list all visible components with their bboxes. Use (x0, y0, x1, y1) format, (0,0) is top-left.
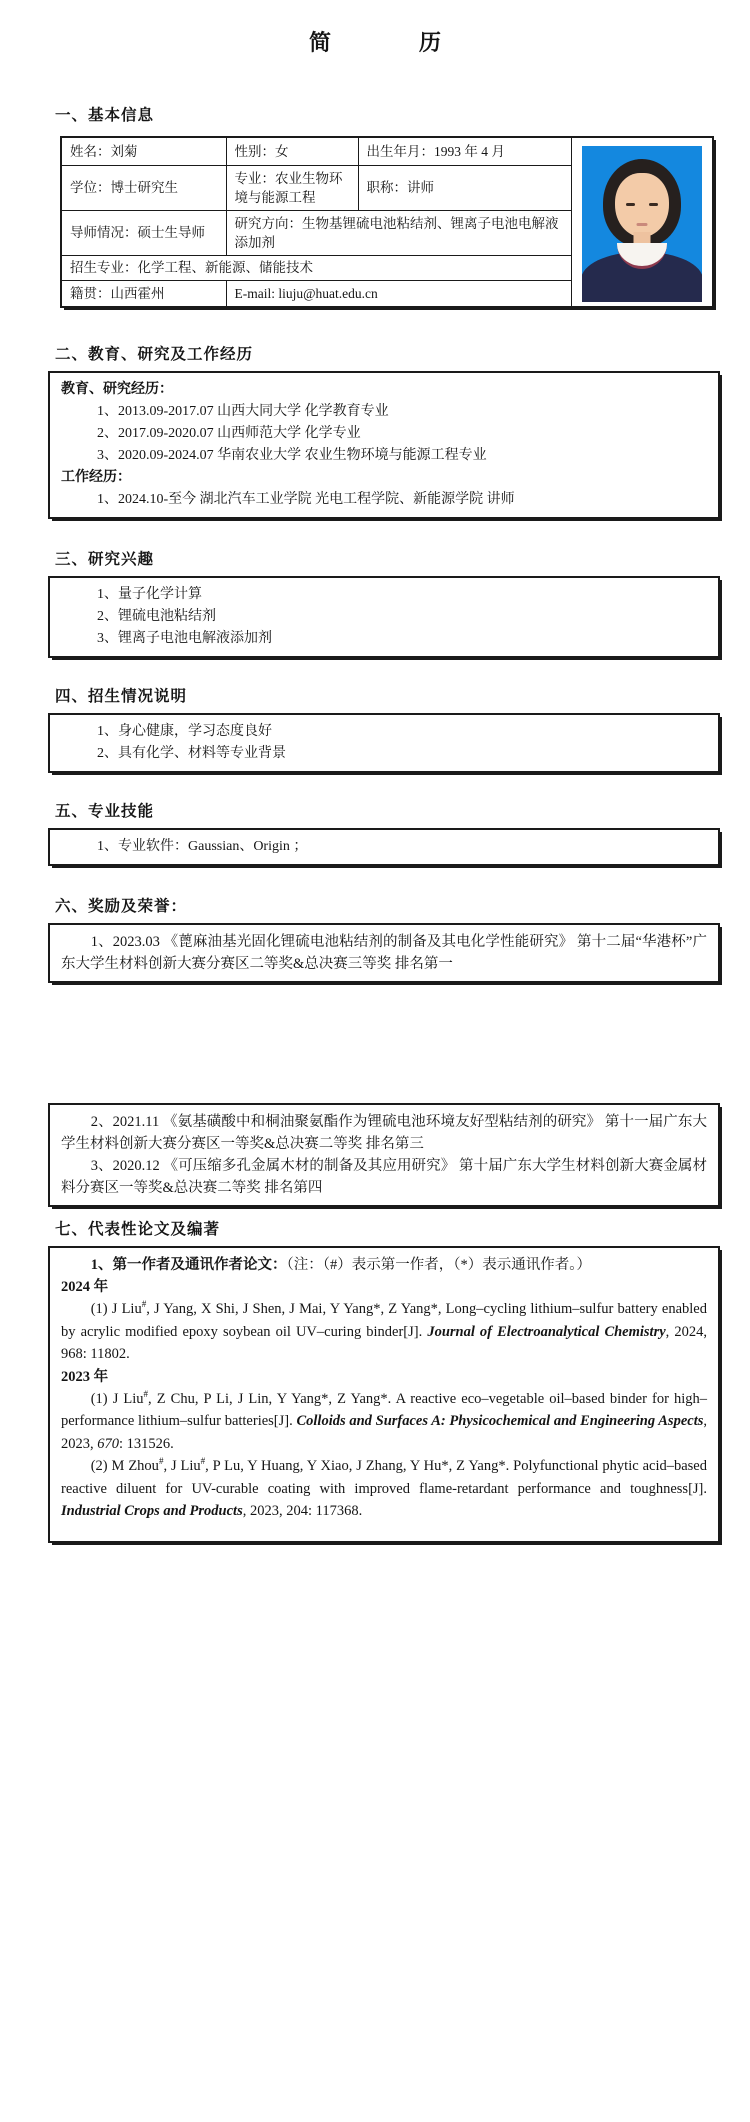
publications-heading: 七、代表性论文及编著 (55, 1221, 221, 1238)
photo-mouth-shape (636, 223, 647, 226)
education-item: 3、2020.09-2024.07 华南农业大学 农业生物环境与能源工程专业 (97, 448, 487, 463)
publication-item: (2) M Zhou#, J Liu#, P Lu, Y Huang, Y Xiao, J Zhang, Y Hu*, Z Yang*. Polyfunctional phytic acid–based reactive diluent for UV-curable coating with improved flame-retardant performance and toughness[J]. Industrial Crops and Products, 2023, 204: 117368. (61, 1456, 707, 1519)
recruitment-item: 2、具有化学、材料等专业背景 (97, 746, 286, 761)
hometown-cell: 籍贯：山西霍州 (61, 280, 226, 307)
work-item: 1、2024.10-至今 湖北汽车工业学院 光电工程学院、新能源学院 讲师 (97, 492, 515, 507)
year-label-2023: 2023 年 (61, 1368, 109, 1385)
skills-box (48, 828, 720, 866)
experience-heading: 二、教育、研究及工作经历 (55, 346, 254, 363)
work-label: 工作经历： (61, 470, 131, 485)
interests-box (48, 576, 720, 658)
degree-cell: 学位：博士研究生 (61, 165, 226, 210)
publications-box (48, 1246, 720, 1543)
publication-item: (1) J Liu#, J Yang, X Shi, J Shen, J Mai, Y Yang*, Z Yang*, Long–cycling lithium–sulfur battery enabled by acrylic modified epoxy soybean oil UV–curing binder[J]. Journal of Electroanalytical Chemistry, 2024, 968: 11802. (61, 1299, 707, 1362)
interests-heading: 三、研究兴趣 (55, 551, 155, 568)
photo-face-shape (615, 173, 669, 237)
awards-heading: 六、奖励及荣誉： (55, 898, 188, 915)
publications-intro: 1、第一作者及通讯作者论文：（注：（#）表示第一作者，（*）表示通讯作者。） (90, 1257, 591, 1273)
name-cell: 姓名：刘菊 (61, 137, 226, 165)
skills-heading: 五、专业技能 (55, 803, 155, 820)
enroll-major-cell: 招生专业：化学工程、新能源、储能技术 (61, 255, 571, 280)
award-item: 3、2020.12 《可压缩多孔金属木材的制备及其应用研究》 第十届广东大学生材料创新大赛金属材料分赛区一等奖&总决赛二等奖 排名第四 (61, 1158, 707, 1196)
photo-eye-shape (649, 203, 658, 206)
email-cell: E-mail: liuju@huat.edu.cn (226, 280, 571, 307)
skill-item: 1、专业软件：Gaussian、Origin ； (97, 839, 308, 854)
supervisor-cell: 导师情况：硕士生导师 (61, 210, 226, 255)
interest-item: 2、锂硫电池粘结剂 (97, 609, 216, 624)
interest-item: 1、量子化学计算 (97, 587, 202, 602)
award-item: 2、2021.11 《氨基磺酸中和桐油聚氨酯作为锂硫电池环境友好型粘结剂的研究》 第十一届广东大学生材料创新大赛分赛区一等奖&总决赛二等奖 排名第三 (61, 1114, 707, 1152)
basic-info-table (60, 136, 714, 308)
recruitment-box (48, 713, 720, 773)
education-item: 2、2017.09-2020.07 山西师范大学 化学专业 (97, 426, 361, 441)
education-item: 1、2013.09-2017.07 山西大同大学 化学教育专业 (97, 404, 389, 419)
birth-cell: 出生年月：1993 年 4 月 (358, 137, 571, 165)
photo-eye-shape (626, 203, 635, 206)
research-direction-cell: 研究方向：生物基锂硫电池粘结剂、锂离子电池电解液添加剂 (226, 210, 571, 255)
award-item: 1、2023.03 《蓖麻油基光固化锂硫电池粘结剂的制备及其电化学性能研究》 第十二届“华港杯”广东大学生材料创新大赛分赛区二等奖&总决赛三等奖 排名第一 (61, 934, 707, 972)
awards-box-2 (48, 1103, 720, 1207)
experience-box (48, 371, 720, 519)
major-cell: 专业：农业生物环境与能源工程 (226, 165, 358, 210)
photo-cell (571, 137, 713, 307)
publication-item: (1) J Liu#, Z Chu, P Li, J Lin, Y Yang*, Z Yang*. A reactive eco–vegetable oil–based binder for high–performance lithium–sulfur batteries[J]. Colloids and Surfaces A: Physicochemical and Engineering Aspects, 2023, 670: 131526. (61, 1388, 708, 1452)
recruitment-item: 1、身心健康，学习态度良好 (97, 724, 272, 739)
basic-info-heading: 一、基本信息 (55, 107, 155, 124)
year-label-2024: 2024 年 (61, 1279, 109, 1295)
job-title-cell: 职称：讲师 (358, 165, 571, 210)
education-label: 教育、研究经历： (61, 382, 173, 397)
interest-item: 3、锂离子电池电解液添加剂 (97, 631, 272, 646)
id-photo (582, 146, 702, 302)
gender-cell: 性别：女 (226, 137, 358, 165)
table-row (61, 137, 713, 165)
awards-box-1 (48, 923, 720, 983)
page-title: 简 历 (308, 30, 441, 55)
recruitment-heading: 四、招生情况说明 (55, 688, 188, 705)
